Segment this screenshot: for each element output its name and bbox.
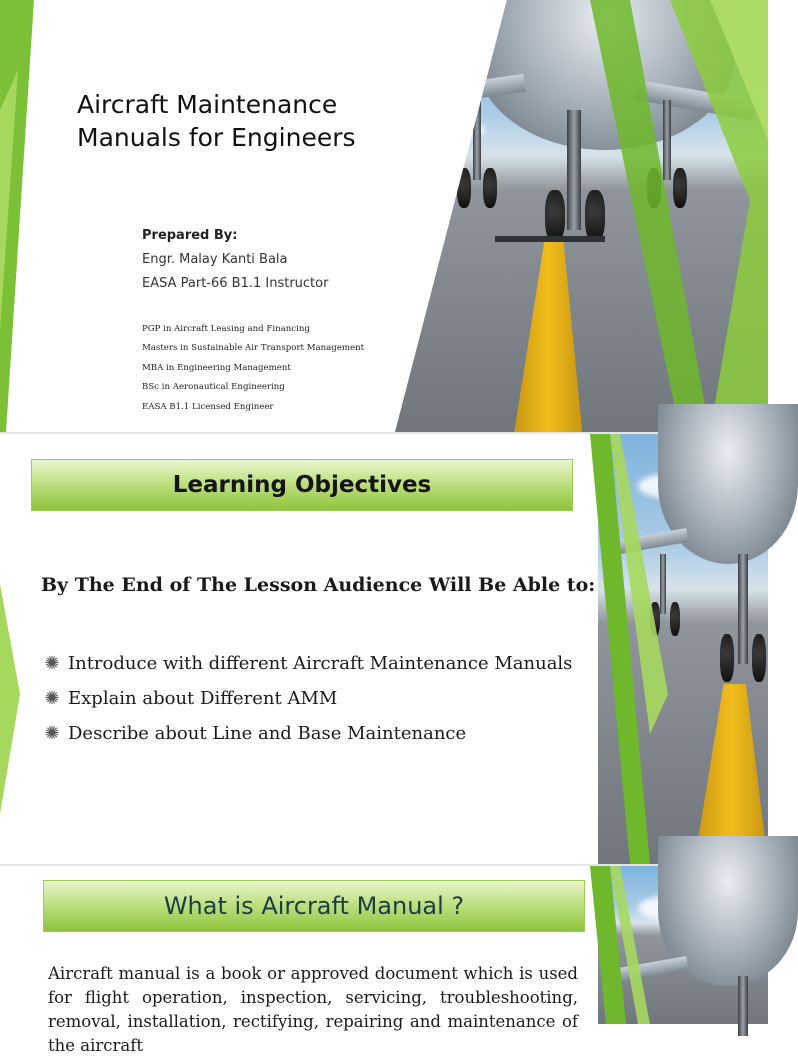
objectives-slide (0, 434, 768, 864)
list-item-text: Describe about Line and Base Maintenance (68, 722, 467, 744)
credential-item: EASA B1.1 Licensed Engineer (142, 402, 274, 412)
prepared-by-label: Prepared By: (142, 228, 238, 243)
list-item (42, 716, 572, 751)
list-item (42, 646, 572, 681)
objectives-list (42, 646, 572, 751)
credential-item: MBA in Engineering Management (142, 363, 291, 373)
title-line-1: Aircraft Maintenance (77, 90, 338, 119)
left-green-decoration (0, 0, 80, 432)
title-slide (0, 0, 768, 432)
right-green-decoration (560, 0, 768, 432)
list-item (42, 681, 572, 716)
learning-objectives-banner (31, 459, 573, 511)
green-stripe-decoration (580, 866, 670, 1024)
objectives-subheading: By The End of The Lesson Audience Will Be Able to: (41, 574, 596, 596)
list-item-text: Explain about Different AMM (68, 687, 338, 709)
credential-item: Masters in Sustainable Air Transport Management (142, 343, 365, 353)
author-name: Engr. Malay Kanti Bala (142, 252, 288, 267)
definition-paragraph: Aircraft manual is a book or approved document which is used for flight operation, inspection, servicing, troubleshooting, removal, installation, rectifying, repairing and maintenance of the aircraft (48, 964, 578, 1055)
pinwheel-icon: ✺ (44, 687, 60, 709)
banner-title: What is Aircraft Manual ? (163, 892, 465, 920)
credential-item: PGP in Aircraft Leasing and Financing (142, 324, 310, 334)
aircraft-manual-banner (43, 880, 585, 932)
green-stripe-decoration (580, 434, 670, 864)
aircraft-manual-slide (0, 866, 768, 1055)
list-item-text: Introduce with different Aircraft Maintenance Manuals (68, 652, 573, 674)
credential-item: BSc in Aeronautical Engineering (142, 382, 285, 392)
presentation-title (77, 88, 356, 154)
title-line-2: Manuals for Engineers (77, 123, 356, 152)
pinwheel-icon: ✺ (44, 652, 60, 674)
pinwheel-icon: ✺ (44, 722, 60, 744)
banner-title: Learning Objectives (172, 472, 432, 498)
author-role: EASA Part-66 B1.1 Instructor (142, 276, 329, 291)
